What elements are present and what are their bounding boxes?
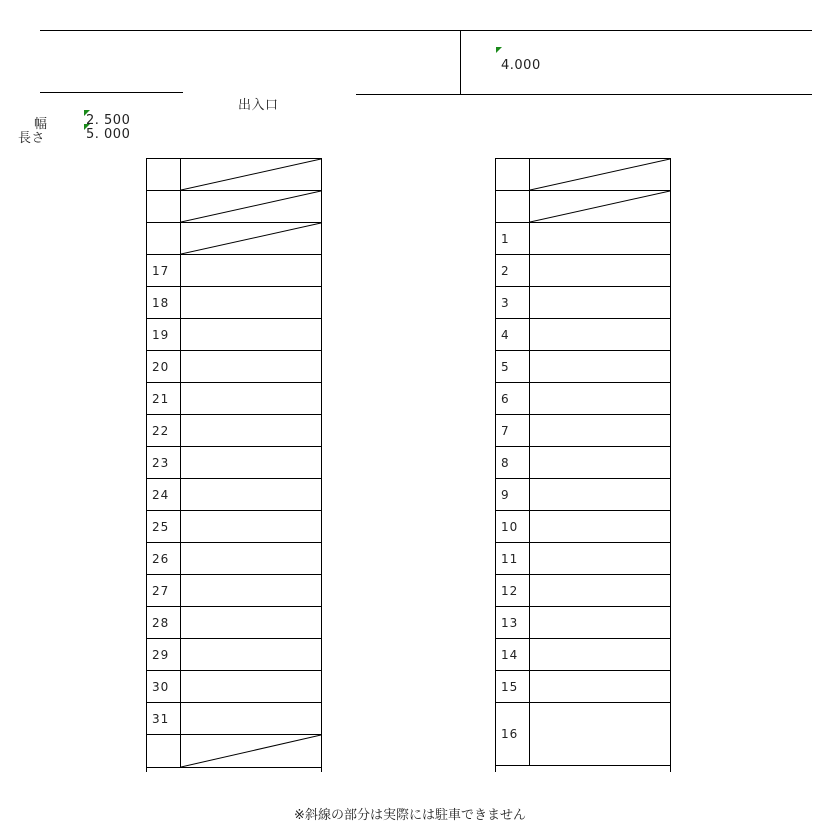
hatched-space <box>181 735 321 767</box>
space-number: 28 <box>147 607 181 638</box>
space-number <box>147 159 181 190</box>
space-area <box>530 383 670 414</box>
space-area <box>181 543 321 574</box>
space-number: 30 <box>147 671 181 702</box>
space-area <box>181 703 321 734</box>
parking-space <box>496 638 670 670</box>
parking-space <box>496 286 670 318</box>
parking-space <box>496 414 670 446</box>
top-boundary-line <box>40 30 812 31</box>
width-label: 幅 <box>34 117 48 132</box>
parking-space <box>496 350 670 382</box>
space-number: 13 <box>496 607 530 638</box>
space-area <box>181 607 321 638</box>
hatched-space <box>181 159 321 190</box>
road-edge-right <box>356 94 812 95</box>
space-area <box>181 415 321 446</box>
parking-space <box>147 222 321 254</box>
space-number: 1 <box>496 223 530 254</box>
space-number: 21 <box>147 383 181 414</box>
parking-space <box>496 478 670 510</box>
parking-space <box>147 158 321 190</box>
space-area <box>530 671 670 702</box>
hatched-space <box>530 159 670 190</box>
parking-space <box>147 734 321 768</box>
parking-space <box>147 638 321 670</box>
space-area <box>181 255 321 286</box>
space-number: 14 <box>496 639 530 670</box>
parking-space <box>496 318 670 350</box>
parking-space <box>147 286 321 318</box>
top-divider-line <box>460 30 461 94</box>
space-number: 16 <box>496 703 530 765</box>
space-number: 10 <box>496 511 530 542</box>
parking-space <box>496 254 670 286</box>
space-area <box>530 511 670 542</box>
length-label: 長さ <box>18 131 46 146</box>
space-number <box>147 735 181 767</box>
width-value: 2. 500 <box>86 113 131 128</box>
space-number: 3 <box>496 287 530 318</box>
parking-space <box>147 350 321 382</box>
parking-space <box>496 510 670 542</box>
parking-space <box>147 510 321 542</box>
space-area <box>181 319 321 350</box>
parking-space <box>496 446 670 478</box>
parking-space <box>496 222 670 254</box>
space-area <box>530 223 670 254</box>
space-number: 15 <box>496 671 530 702</box>
parking-space <box>496 382 670 414</box>
parking-space <box>147 542 321 574</box>
space-area <box>530 639 670 670</box>
space-area <box>530 543 670 574</box>
space-number: 2 <box>496 255 530 286</box>
parking-space <box>147 414 321 446</box>
hatch-line <box>181 223 321 254</box>
left-parking-column <box>146 158 322 772</box>
space-number: 31 <box>147 703 181 734</box>
right-parking-column <box>495 158 671 772</box>
parking-space <box>496 702 670 766</box>
hatched-space <box>181 223 321 254</box>
parking-space <box>147 446 321 478</box>
space-area <box>530 479 670 510</box>
space-number <box>147 191 181 222</box>
space-number: 29 <box>147 639 181 670</box>
space-number: 19 <box>147 319 181 350</box>
space-area <box>181 511 321 542</box>
hatch-line <box>181 159 321 190</box>
space-number <box>147 223 181 254</box>
hatch-line <box>181 735 321 767</box>
space-area <box>530 255 670 286</box>
parking-space <box>496 574 670 606</box>
space-area <box>181 351 321 382</box>
parking-space <box>147 190 321 222</box>
parking-space <box>496 190 670 222</box>
space-number: 12 <box>496 575 530 606</box>
space-area <box>181 671 321 702</box>
hatched-space <box>181 191 321 222</box>
length-value: 5. 000 <box>86 127 131 142</box>
parking-space <box>147 670 321 702</box>
space-number: 22 <box>147 415 181 446</box>
space-area <box>181 575 321 606</box>
parking-space <box>496 158 670 190</box>
parking-space <box>147 702 321 734</box>
space-number: 8 <box>496 447 530 478</box>
hatched-space <box>530 191 670 222</box>
space-number: 6 <box>496 383 530 414</box>
hatch-line <box>181 191 321 222</box>
space-number: 18 <box>147 287 181 318</box>
hatch-line <box>530 159 670 190</box>
space-area <box>530 287 670 318</box>
space-area <box>530 447 670 478</box>
space-area <box>181 447 321 478</box>
space-area <box>530 415 670 446</box>
parking-space <box>147 382 321 414</box>
space-number: 9 <box>496 479 530 510</box>
space-area <box>530 575 670 606</box>
parking-space <box>147 318 321 350</box>
space-number <box>496 191 530 222</box>
hatched-area-note: ※斜線の部分は実際には駐車できません <box>294 808 526 823</box>
space-number: 25 <box>147 511 181 542</box>
space-number: 11 <box>496 543 530 574</box>
space-number: 24 <box>147 479 181 510</box>
space-area <box>530 351 670 382</box>
parking-space <box>496 670 670 702</box>
parking-space <box>147 606 321 638</box>
space-number: 5 <box>496 351 530 382</box>
dimension-marker-icon <box>496 47 502 53</box>
hatch-line <box>530 191 670 222</box>
parking-space <box>496 606 670 638</box>
space-number: 26 <box>147 543 181 574</box>
parking-space <box>147 574 321 606</box>
road-edge-left <box>40 92 183 93</box>
road-width-value: 4.000 <box>501 58 541 73</box>
space-number: 7 <box>496 415 530 446</box>
space-area <box>181 287 321 318</box>
space-number: 4 <box>496 319 530 350</box>
parking-space <box>147 254 321 286</box>
space-number: 27 <box>147 575 181 606</box>
space-area <box>530 607 670 638</box>
space-number: 20 <box>147 351 181 382</box>
entrance-label: 出入口 <box>238 98 279 113</box>
space-number: 23 <box>147 447 181 478</box>
space-area <box>530 319 670 350</box>
space-number <box>496 159 530 190</box>
space-area <box>181 479 321 510</box>
space-area <box>181 383 321 414</box>
space-area <box>181 639 321 670</box>
parking-space <box>147 478 321 510</box>
parking-space <box>496 542 670 574</box>
space-number: 17 <box>147 255 181 286</box>
space-area <box>530 703 670 765</box>
